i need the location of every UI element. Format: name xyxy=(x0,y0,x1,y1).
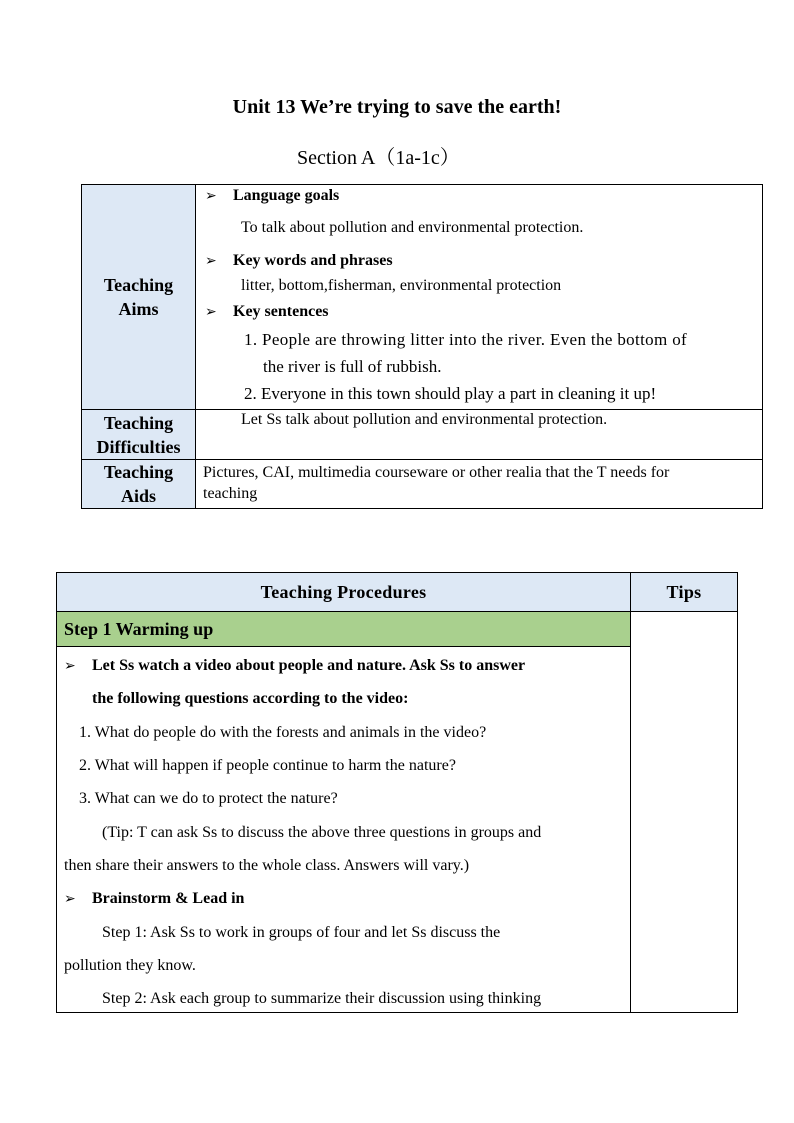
step2-line1: Step 2: Ask each group to summarize their discussion using thinking xyxy=(102,990,542,1007)
bullet2-text: Brainstorm & Lead in xyxy=(92,890,245,907)
aims-content-cell xyxy=(196,185,763,410)
question-3: 3. What can we do to protect the nature? xyxy=(79,790,338,807)
aids-text-line2: teaching xyxy=(203,485,258,502)
section-subtitle: Section A（1a-1c） xyxy=(297,147,460,169)
step1-title-cell: Step 1 Warming up xyxy=(57,612,631,647)
key-words-heading: Key words and phrases xyxy=(233,252,393,269)
key-sentence-1-line2: the river is full of rubbish. xyxy=(263,357,442,376)
step1-line1: Step 1: Ask Ss to work in groups of four and let Ss discuss the xyxy=(102,924,501,941)
aids-label-line1: Teaching xyxy=(103,462,174,482)
procedures-header-cell: Teaching Procedures xyxy=(57,573,631,612)
document-title: Unit 13 We’re trying to save the earth! xyxy=(232,96,562,118)
arrow-bullet-icon: ➢ xyxy=(205,189,217,204)
procedures-body-cell xyxy=(57,647,631,1013)
tips-header-cell: Tips xyxy=(631,573,738,612)
arrow-bullet-icon: ➢ xyxy=(64,892,76,907)
tip-line1: (Tip: T can ask Ss to discuss the above three questions in groups and xyxy=(102,824,542,841)
aids-label-cell xyxy=(82,460,196,509)
key-sentences-heading: Key sentences xyxy=(233,303,329,320)
aims-label-cell xyxy=(82,185,196,410)
arrow-bullet-icon: ➢ xyxy=(205,305,217,320)
bullet2-wrap xyxy=(64,890,244,908)
question-1: 1. What do people do with the forests and animals in the video? xyxy=(79,724,487,741)
difficulties-row xyxy=(82,410,763,460)
aims-label-line1: Teaching xyxy=(103,275,174,295)
bullet1-line2: the following questions according to the video: xyxy=(92,690,409,707)
arrow-bullet-icon: ➢ xyxy=(64,659,76,674)
difficulties-label-line1: Teaching xyxy=(103,412,174,433)
difficulties-text: Let Ss talk about pollution and environmental protection. xyxy=(241,411,608,428)
arrow-bullet-icon: ➢ xyxy=(205,254,217,269)
difficulties-content-cell xyxy=(196,410,763,460)
key-words-text: litter, bottom,fisherman, environmental protection xyxy=(241,277,562,294)
aids-content-cell xyxy=(196,460,763,509)
aims-row xyxy=(82,185,763,410)
aids-text-line1: Pictures, CAI, multimedia courseware or other realia that the T needs for xyxy=(203,464,670,481)
tips-body-cell xyxy=(631,612,738,1013)
key-sentence-1-line1: 1. People are throwing litter into the river. Even the bottom of xyxy=(244,330,688,349)
teaching-procedures-table xyxy=(56,572,738,1013)
key-sentence-2: 2. Everyone in this town should play a part in cleaning it up! xyxy=(244,384,657,403)
language-goals-heading: Language goals xyxy=(233,187,340,204)
aims-label-line2: Aims xyxy=(118,299,159,319)
step1-row xyxy=(57,612,738,647)
aids-row xyxy=(82,460,763,509)
teaching-aims-table xyxy=(81,184,763,509)
difficulties-label-line2: Difficulties xyxy=(96,436,181,457)
aids-label-line2: Aids xyxy=(120,486,156,506)
difficulties-label-cell xyxy=(82,410,196,460)
procedures-header-row xyxy=(57,573,738,612)
bullet1-line1-wrap xyxy=(64,657,525,675)
step1-line2: pollution they know. xyxy=(64,957,196,974)
tip-line2: then share their answers to the whole class. Answers will vary.) xyxy=(64,857,470,874)
question-2: 2. What will happen if people continue to harm the nature? xyxy=(79,757,456,774)
bullet1-line1: Let Ss watch a video about people and nature. Ask Ss to answer xyxy=(92,657,526,674)
language-goals-text: To talk about pollution and environmental protection. xyxy=(241,219,584,236)
